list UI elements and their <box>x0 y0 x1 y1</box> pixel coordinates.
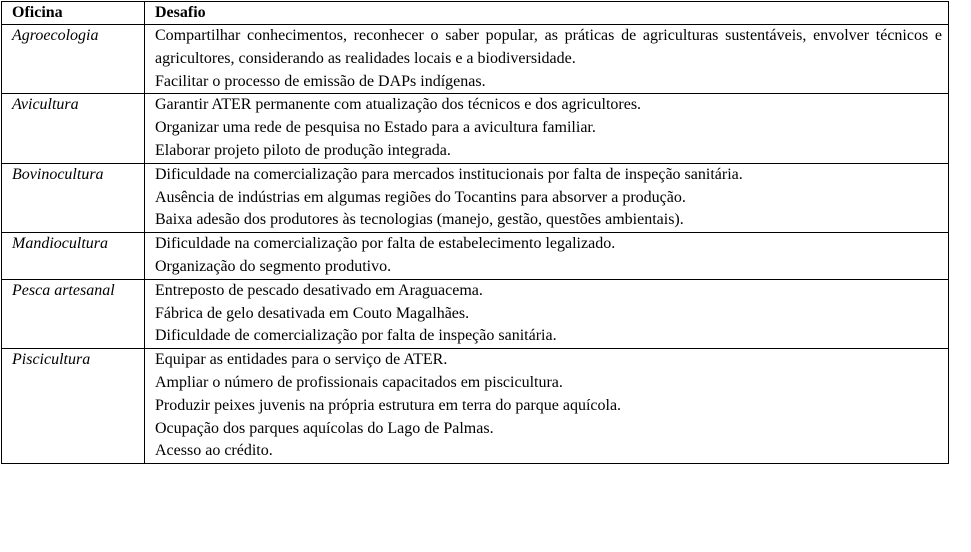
desafio-item: Acesso ao crédito. <box>155 442 273 460</box>
oficina-cell: Agroecologia <box>2 25 145 94</box>
desafio-item: Garantir ATER permanente com atualização dos técnicos e dos agricultores. <box>155 96 642 114</box>
desafio-item: Ampliar o número de profissionais capacitados em piscicultura. <box>155 373 563 391</box>
desafio-cell <box>145 163 949 232</box>
desafio-cell <box>145 279 949 348</box>
column-header-desafio: Desafio <box>145 2 949 25</box>
oficina-cell: Piscicultura <box>2 349 145 464</box>
desafio-item: Elaborar projeto piloto de produção integrada. <box>155 141 451 159</box>
desafio-cell <box>145 233 949 280</box>
desafio-item: Produzir peixes juvenis na própria estrutura em terra do parque aquícola. <box>155 396 622 414</box>
desafio-item: Organização do segmento produtivo. <box>155 257 392 275</box>
table-row <box>2 233 949 280</box>
oficina-cell: Bovinocultura <box>2 163 145 232</box>
oficina-cell: Pesca artesanal <box>2 279 145 348</box>
desafio-item: Ocupação dos parques aquícolas do Lago de Palmas. <box>155 419 494 437</box>
desafio-cell <box>145 94 949 163</box>
table-row <box>2 94 949 163</box>
desafio-item: Dificuldade de comercialização por falta de inspeção sanitária. <box>155 327 557 345</box>
oficina-cell: Avicultura <box>2 94 145 163</box>
desafio-item: Organizar uma rede de pesquisa no Estado para a avicultura familiar. <box>155 119 596 137</box>
desafio-cell <box>145 25 949 94</box>
table-row <box>2 163 949 232</box>
desafio-item: Entreposto de pescado desativado em Araguacema. <box>155 281 483 299</box>
desafio-item: Fábrica de gelo desativada em Couto Magalhães. <box>155 304 470 322</box>
desafio-item: Dificuldade na comercialização por falta de estabelecimento legalizado. <box>155 235 616 253</box>
desafio-item: Ausência de indústrias em algumas regiões do Tocantins para absorver a produção. <box>155 188 686 206</box>
table-row <box>2 25 949 94</box>
desafio-item: Compartilhar conhecimentos, reconhecer o saber popular, as práticas de agriculturas sustentáveis, envolver técnicos e agricultores, considerando as realidades locais e a biodiversidade. <box>155 27 942 67</box>
challenges-table <box>1 1 949 464</box>
desafio-item: Facilitar o processo de emissão de DAPs indígenas. <box>155 72 486 90</box>
column-header-oficina: Oficina <box>2 2 145 25</box>
desafio-item: Dificuldade na comercialização para mercados institucionais por falta de inspeção sanitária. <box>155 165 743 183</box>
table-row <box>2 279 949 348</box>
table-row <box>2 349 949 464</box>
table-header-row <box>2 2 949 25</box>
desafio-item: Baixa adesão dos produtores às tecnologias (manejo, gestão, questões ambientais). <box>155 211 684 229</box>
desafio-item: Equipar as entidades para o serviço de ATER. <box>155 351 448 369</box>
oficina-cell: Mandiocultura <box>2 233 145 280</box>
desafio-cell <box>145 349 949 464</box>
